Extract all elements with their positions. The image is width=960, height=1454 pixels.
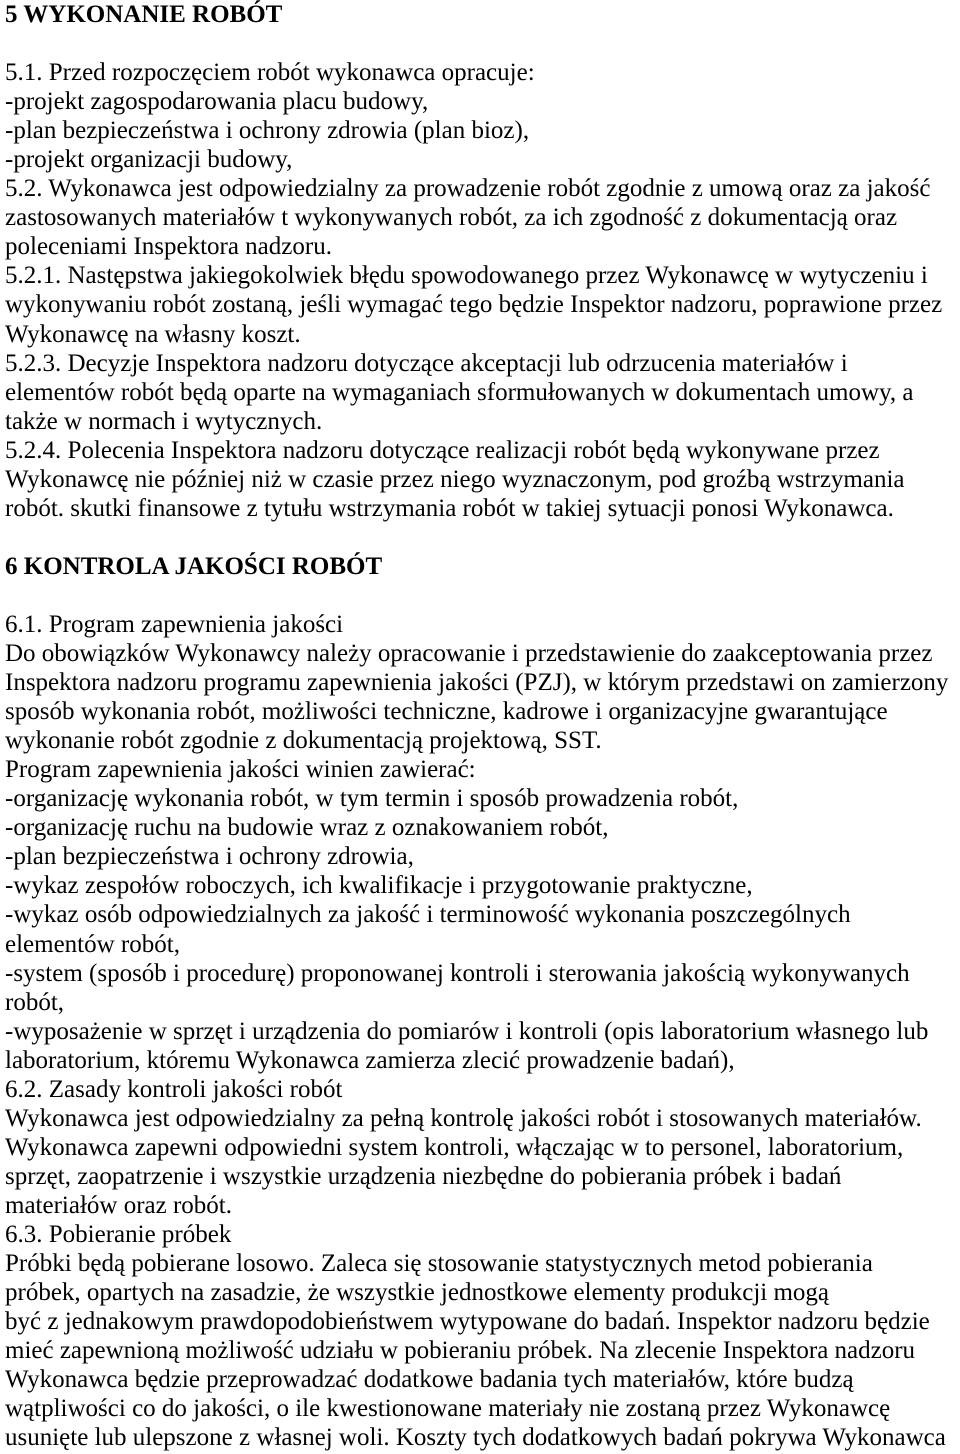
paragraph-line: materiałów oraz robót. xyxy=(5,1191,232,1219)
paragraph-line: 5.2.3. Decyzje Inspektora nadzoru dotyczące akceptacji lub odrzucenia materiałów i xyxy=(5,349,848,377)
paragraph-line: być z jednakowym prawdopodobieństwem wytypowane do badań. Inspektor nadzoru będzie xyxy=(5,1308,930,1336)
paragraph-line: wątpliwości co do jakości, o ile kwestionowane materiały nie zostaną przez Wykonawcę xyxy=(5,1395,891,1423)
paragraph-line: 5.1. Przed rozpoczęciem robót wykonawca opracuje: xyxy=(5,59,535,87)
paragraph-line: Próbki będą pobierane losowo. Zaleca się stosowanie statystycznych metod pobierania xyxy=(5,1250,873,1278)
list-item: -wykaz zespołów roboczych, ich kwalifikacje i przygotowanie praktyczne, xyxy=(5,872,753,900)
paragraph-line: Wykonawcę na własny koszt. xyxy=(5,320,301,348)
paragraph-line: Wykonawca jest odpowiedzialny za pełną kontrolę jakości robót i stosowanych materiałów. xyxy=(5,1104,922,1132)
paragraph-line: Inspektora nadzoru programu zapewnienia jakości (PZJ), w którym przedstawi on zamierzony xyxy=(5,669,949,697)
list-item: -plan bezpieczeństwa i ochrony zdrowia, xyxy=(5,843,414,871)
list-item: elementów robót, xyxy=(5,930,180,958)
list-item: laboratorium, któremu Wykonawca zamierza zlecić prowadzenie badań), xyxy=(5,1046,735,1074)
document-page xyxy=(5,0,960,1452)
paragraph-line: 5.2.1. Następstwa jakiegokolwiek błędu spowodowanego przez Wykonawcę w wytyczeniu i xyxy=(5,262,928,290)
paragraph-line: Program zapewnienia jakości winien zawierać: xyxy=(5,756,476,784)
list-item: -wykaz osób odpowiedzialnych za jakość i terminowość wykonania poszczególnych xyxy=(5,901,851,929)
paragraph-line: mieć zapewnioną możliwość udziału w pobieraniu próbek. Na zlecenie Inspektora nadzoru xyxy=(5,1337,916,1365)
paragraph-line: zastosowanych materiałów t wykonywanych robót, za ich zgodność z dokumentacją oraz xyxy=(5,204,898,232)
paragraph-line: 5.2. Wykonawca jest odpowiedzialny za prowadzenie robót zgodnie z umową oraz za jakość xyxy=(5,175,931,203)
section-heading: 5 WYKONANIE ROBÓT xyxy=(5,1,283,28)
list-item: -organizację wykonania robót, w tym termin i sposób prowadzenia robót, xyxy=(5,785,739,813)
paragraph-line: wykonywaniu robót zostaną, jeśli wymagać tego będzie Inspektor nadzoru, poprawione przez xyxy=(5,291,943,319)
list-item: -organizację ruchu na budowie wraz z oznakowaniem robót, xyxy=(5,814,609,842)
paragraph-line: robót. skutki finansowe z tytułu wstrzymania robót w takiej sytuacji ponosi Wykonawca. xyxy=(5,494,894,522)
paragraph-line: wykonanie robót zgodnie z dokumentacją projektową, SST. xyxy=(5,727,602,755)
list-item: -projekt zagospodarowania placu budowy, xyxy=(5,88,429,116)
paragraph-line: poleceniami Inspektora nadzoru. xyxy=(5,233,332,261)
paragraph-line: sprzęt, zaopatrzenie i wszystkie urządzenia niezbędne do pobierania próbek i badań xyxy=(5,1162,842,1190)
paragraph-line: Wykonawca zapewni odpowiedni system kontroli, włączając w to personel, laboratorium, xyxy=(5,1133,904,1161)
paragraph-line: elementów robót będą oparte na wymaganiach sformułowanych w dokumentach umowy, a xyxy=(5,378,914,406)
subsection-title: 6.2. Zasady kontroli jakości robót xyxy=(5,1075,343,1103)
subsection-title: 6.1. Program zapewnienia jakości xyxy=(5,610,344,638)
list-item: robót, xyxy=(5,988,65,1016)
list-item: -plan bezpieczeństwa i ochrony zdrowia (plan bioz), xyxy=(5,117,530,145)
list-item: -system (sposób i procedurę) proponowanej kontroli i sterowania jakością wykonywanych xyxy=(5,959,910,987)
list-item: -wyposażenie w sprzęt i urządzenia do pomiarów i kontroli (opis laboratorium własnego lub xyxy=(5,1017,929,1045)
blank-line xyxy=(5,581,960,610)
paragraph-line: Wykonawcę nie później niż w czasie przez niego wyznaczonym, pod groźbą wstrzymania xyxy=(5,465,905,493)
paragraph-line: 5.2.4. Polecenia Inspektora nadzoru dotyczące realizacji robót będą wykonywane przez xyxy=(5,436,880,464)
blank-line xyxy=(5,523,960,552)
paragraph-line: Wykonawca będzie przeprowadzać dodatkowe badania tych materiałów, które budzą xyxy=(5,1366,854,1394)
list-item: -projekt organizacji budowy, xyxy=(5,146,293,174)
paragraph-line: także w normach i wytycznych. xyxy=(5,407,323,435)
blank-line xyxy=(5,29,960,58)
paragraph-line: Do obowiązków Wykonawcy należy opracowanie i przedstawienie do zaakceptowania przez xyxy=(5,640,933,668)
paragraph-line: sposób wykonania robót, możliwości techniczne, kadrowe i organizacyjne gwarantujące xyxy=(5,698,888,726)
subsection-title: 6.3. Pobieranie próbek xyxy=(5,1220,232,1248)
paragraph-line: próbek, opartych na zasadzie, że wszystkie jednostkowe elementy produkcji mogą xyxy=(5,1279,830,1307)
paragraph-line: usunięte lub ulepszone z własnej woli. Koszty tych dodatkowych badań pokrywa Wykonawca xyxy=(5,1424,946,1452)
section-heading: 6 KONTROLA JAKOŚCI ROBÓT xyxy=(5,552,383,580)
